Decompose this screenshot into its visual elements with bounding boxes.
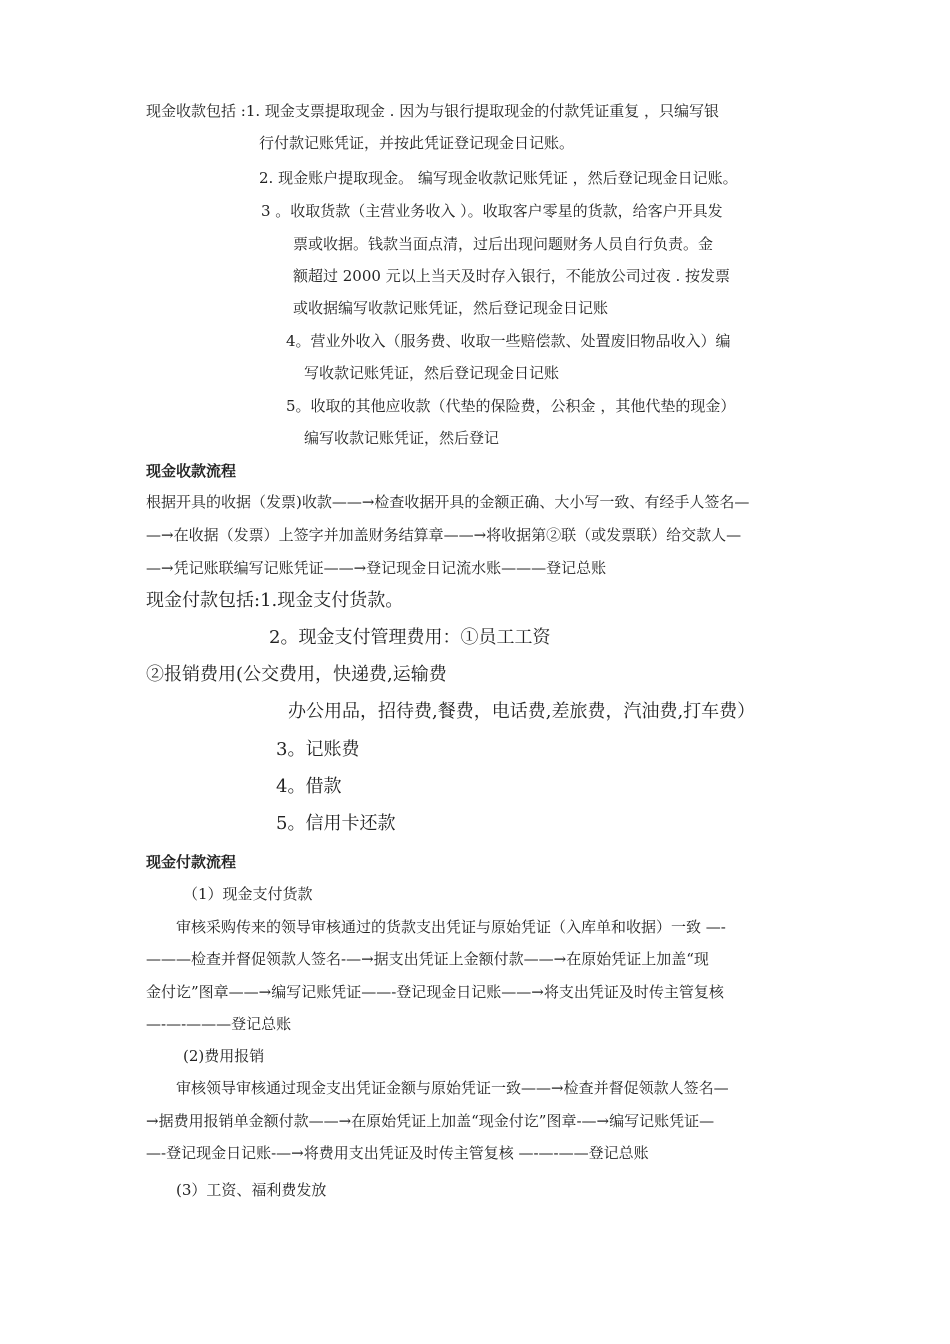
payment-line-2: 2。现金支付管理费用：①员工工资 bbox=[269, 627, 551, 648]
payment-flow-section-1-title: （1）现金支付货款 bbox=[183, 885, 313, 903]
receipt-flow-line-2: —→在收据（发票）上签字并加盖财务结算章——→将收据第②联（或发票联）给交款人— bbox=[146, 526, 742, 544]
receipt-line-10: 5。收取的其他应收款（代垫的保险费，公积金 ，其他代垫的现金） bbox=[286, 397, 736, 415]
payment-line-7: 5。信用卡还款 bbox=[276, 813, 396, 834]
receipt-flow-line-3: —→凭记账联编写记账凭证——→登记现金日记流水账———登记总账 bbox=[146, 559, 607, 577]
receipt-flow-heading: 现金收款流程 bbox=[146, 462, 237, 480]
payment-line-1: 现金付款包括:1.现金支付货款。 bbox=[146, 590, 404, 611]
payment-flow-s2-line-3: —-登记现金日记账-—→将费用支出凭证及时传主管复核 —-—-——登记总账 bbox=[146, 1144, 649, 1162]
receipt-line-6: 额超过 2000 元以上当天及时存入银行，不能放公司过夜 . 按发票 bbox=[293, 267, 731, 285]
receipt-line-11: 编写收款记账凭证，然后登记 bbox=[304, 429, 500, 447]
payment-flow-s2-line-2: →据费用报销单金额付款——→在原始凭证上加盖“现金付讫”图章-—→编写记账凭证— bbox=[146, 1112, 715, 1130]
receipt-flow-line-1: 根据开具的收据（发票)收款——→检查收据开具的金额正确、大小写一致、有经手人签名— bbox=[146, 493, 750, 511]
receipt-line-2: 行付款记账凭证，并按此凭证登记现金日记账。 bbox=[259, 134, 575, 152]
payment-flow-s1-line-2: ———检查并督促领款人签名-—→据支出凭证上金额付款——→在原始凭证上加盖“现 bbox=[146, 950, 709, 968]
receipt-line-4: 3 。收取货款（主营业务收入 ）。收取客户零星的货款，给客户开具发 bbox=[261, 202, 723, 220]
receipt-line-9: 写收款记账凭证，然后登记现金日记账 bbox=[304, 364, 560, 382]
payment-line-6: 4。借款 bbox=[276, 776, 342, 797]
receipt-line-8: 4。营业外收入（服务费、收取一些赔偿款、处置废旧物品收入）编 bbox=[286, 332, 731, 350]
payment-line-3: ②报销费用(公交费用，快递费,运输费 bbox=[146, 664, 447, 685]
payment-line-4: 办公用品，招待费,餐费，电话费,差旅费，汽油费,打车费） bbox=[288, 701, 756, 722]
receipt-line-3: 2. 现金账户提取现金。 编写现金收款记账凭证 ，然后登记现金日记账。 bbox=[259, 169, 738, 187]
payment-flow-s2-line-1: 审核领导审核通过现金支出凭证金额与原始凭证一致——→检查并督促领款人签名— bbox=[176, 1079, 729, 1097]
receipt-line-1: 现金收款包括 :1. 现金支票提取现金 . 因为与银行提取现金的付款凭证重复 ，只编写银 bbox=[146, 102, 719, 120]
payment-flow-section-2-title: (2)费用报销 bbox=[183, 1047, 265, 1065]
payment-flow-s1-line-1: 审核采购传来的领导审核通过的货款支出凭证与原始凭证（入库单和收据）一致 —- bbox=[176, 918, 726, 936]
payment-line-5: 3。记账费 bbox=[276, 739, 360, 760]
payment-flow-s1-line-3: 金付讫”图章——→编写记账凭证——-登记现金日记账——→将支出凭证及时传主管复核 bbox=[146, 983, 724, 1001]
payment-flow-heading: 现金付款流程 bbox=[146, 853, 237, 871]
payment-flow-section-3-title: (3）工资、福利费发放 bbox=[176, 1181, 327, 1199]
receipt-line-7: 或收据编写收款记账凭证，然后登记现金日记账 bbox=[293, 299, 609, 317]
payment-flow-s1-line-4: —-—-———登记总账 bbox=[146, 1015, 292, 1033]
receipt-line-5: 票或收据。钱款当面点清，过后出现问题财务人员自行负责。金 bbox=[293, 235, 714, 253]
